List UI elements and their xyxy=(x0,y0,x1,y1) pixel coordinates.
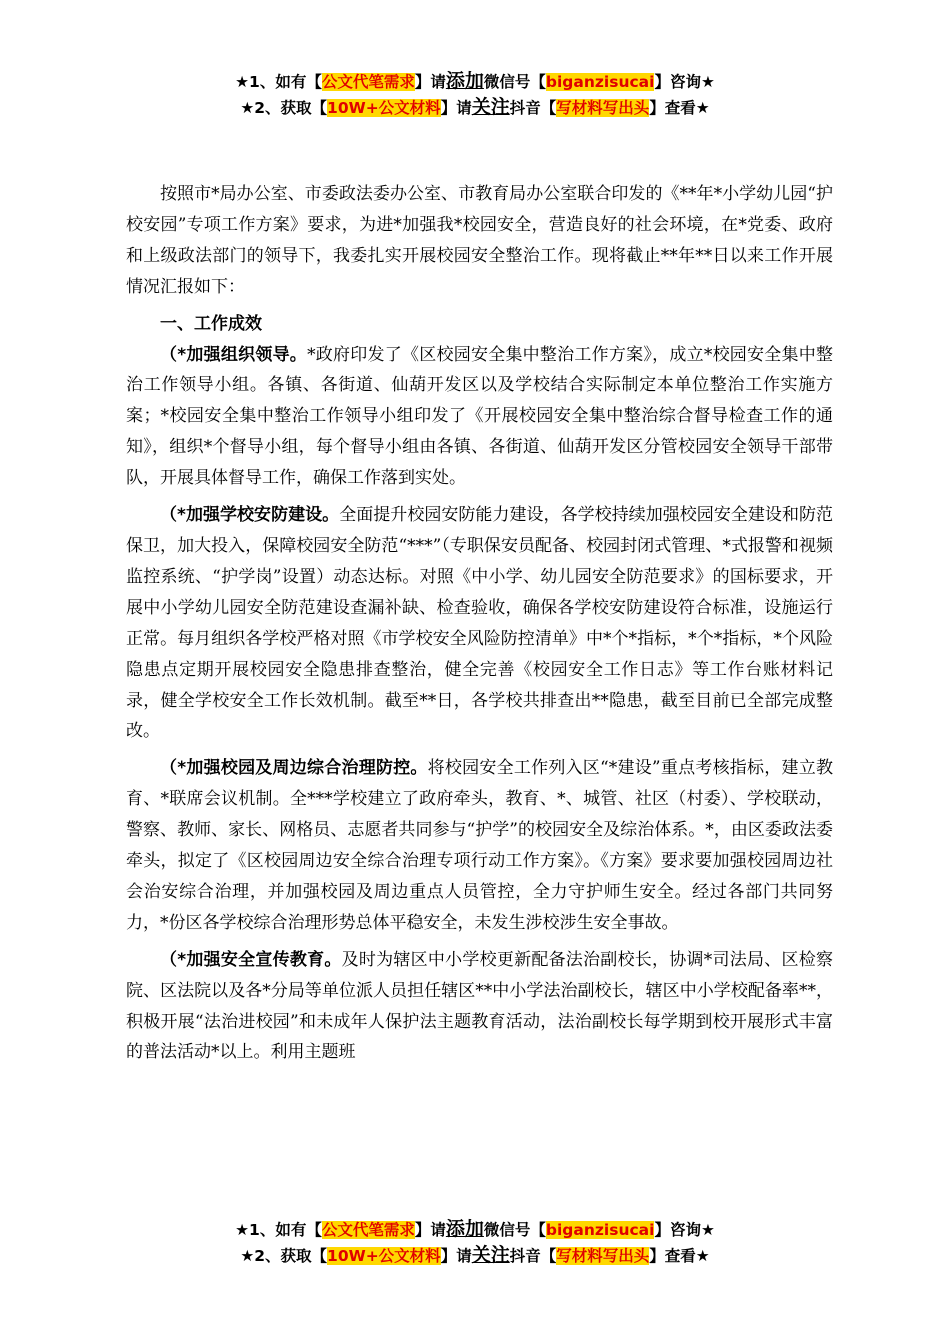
paragraph-lead: （*加强校园及周边综合治理防控。 xyxy=(160,758,428,779)
highlight-materials: 10W+公文材料 xyxy=(327,1247,441,1265)
emphasis-word: 关注 xyxy=(471,96,510,118)
promo-line-1: ★1、如有【公文代笔需求】请添加微信号【biganzisucai】咨询★ xyxy=(235,1218,715,1240)
promo-banner-top xyxy=(0,69,950,121)
highlight-service: 公文代笔需求 xyxy=(321,73,415,91)
paragraph-organization xyxy=(126,340,833,495)
highlight-service: 公文代笔需求 xyxy=(321,1221,415,1239)
section-heading: 一、工作成效 xyxy=(160,313,262,334)
paragraph-lead: （*加强学校安防建设。 xyxy=(160,505,340,526)
paragraph-text: 及时为辖区中小学校更新配备法治副校长，协调*司法局、区检察院、区法院以及各*分局等单位派人员担任辖区**中小学法治副校长，辖区中小学校配备率**，积极开展“法治进校园”和未成年人保护法主题教育活动，法治副校长每学期到校开展形式丰富的普法活动*以上。利用主题班 xyxy=(126,949,834,1063)
highlight-account: 写材料写出头 xyxy=(556,1247,650,1265)
promo-line-2: ★2、获取【10W+公文材料】请关注抖音【写材料写出头】查看★ xyxy=(240,96,710,118)
paragraph-campus-governance xyxy=(126,753,833,938)
paragraph-text: 将校园安全工作列入区“*建设”重点考核指标，建立教育、*联席会议机制。全***学校建立了政府牵头，教育、*、城管、社区（村委）、学校联动，警察、教师、家长、网格员、志愿者共同参与“护学”的校园安全及综治体系。*，由区委政法委牵头，拟定了《区校园周边安全综合治理专项行动工作方案》。《方案》要求要加强校园周边社会治安综合治理，并加强校园及周边重点人员管控，全力守护师生安全。经过各部门共同努力，*份区各学校综合治理形势总体平稳安全，未发生涉校涉生安全事故。 xyxy=(126,758,833,933)
highlight-wechat-id: biganzisucai xyxy=(545,73,655,91)
promo-banner-bottom xyxy=(0,1217,950,1269)
emphasis-word: 添加 xyxy=(445,1218,484,1240)
emphasis-word: 关注 xyxy=(471,1244,510,1266)
emphasis-word: 添加 xyxy=(445,70,484,92)
highlight-wechat-id: biganzisucai xyxy=(545,1221,655,1239)
promo-line-2: ★2、获取【10W+公文材料】请关注抖音【写材料写出头】查看★ xyxy=(240,1244,710,1266)
paragraph-text: 全面提升校园安防能力建设，各学校持续加强校园安全建设和防范保卫，加大投入，保障校园安全防范“***”（专职保安员配备、校园封闭式管理、*式报警和视频监控系统、“护学岗”设置）动态达标。对照《中小学、幼儿园安全防范要求》的国标要求，开展中小学幼儿园安全防范建设查漏补缺、检查验收，确保各学校安防建设符合标准，设施运行正常。每月组织各学校严格对照《市学校安全风险防控清单》中*个*指标，*个*指标，*个风险隐患点定期开展校园安全隐患排查整治，健全完善《校园安全工作日志》等工作台账材料记录，健全学校安全工作长效机制。截至**日，各学校共排查出**隐患，截至目前已全部完成整改。 xyxy=(126,505,833,742)
paragraph-lead: （*加强组织领导。 xyxy=(160,344,308,365)
document-body xyxy=(126,179,833,1068)
promo-line-1: ★1、如有【公文代笔需求】请添加微信号【biganzisucai】咨询★ xyxy=(235,70,715,92)
paragraph-text: *政府印发了《区校园安全集中整治工作方案》，成立*校园安全集中整治工作领导小组。各镇、各街道、仙葫开发区以及学校结合实际制定本单位整治工作实施方案；*校园安全集中整治工作领导小组印发了《开展校园安全集中整治综合督导检查工作的通知》，组织*个督导小组，每个督导小组由各镇、各街道、仙葫开发区分管校园安全领导干部带队，开展具体督导工作，确保工作落到实处。 xyxy=(126,344,834,489)
paragraph-security-construction xyxy=(126,500,833,747)
paragraph-lead: （*加强安全宣传教育。 xyxy=(160,949,342,970)
intro-paragraph: 按照市*局办公室、市委政法委办公室、市教育局办公室联合印发的《**年*小学幼儿园“护校安园”专项工作方案》要求，为进*加强我*校园安全，营造良好的社会环境，在*党委、政府和上级政法部门的领导下，我委扎实开展校园安全整治工作。现将截止**年**日以来工作开展情况汇报如下： xyxy=(126,184,833,297)
highlight-account: 写材料写出头 xyxy=(556,99,650,117)
paragraph-safety-education xyxy=(126,945,833,1069)
highlight-materials: 10W+公文材料 xyxy=(327,99,441,117)
